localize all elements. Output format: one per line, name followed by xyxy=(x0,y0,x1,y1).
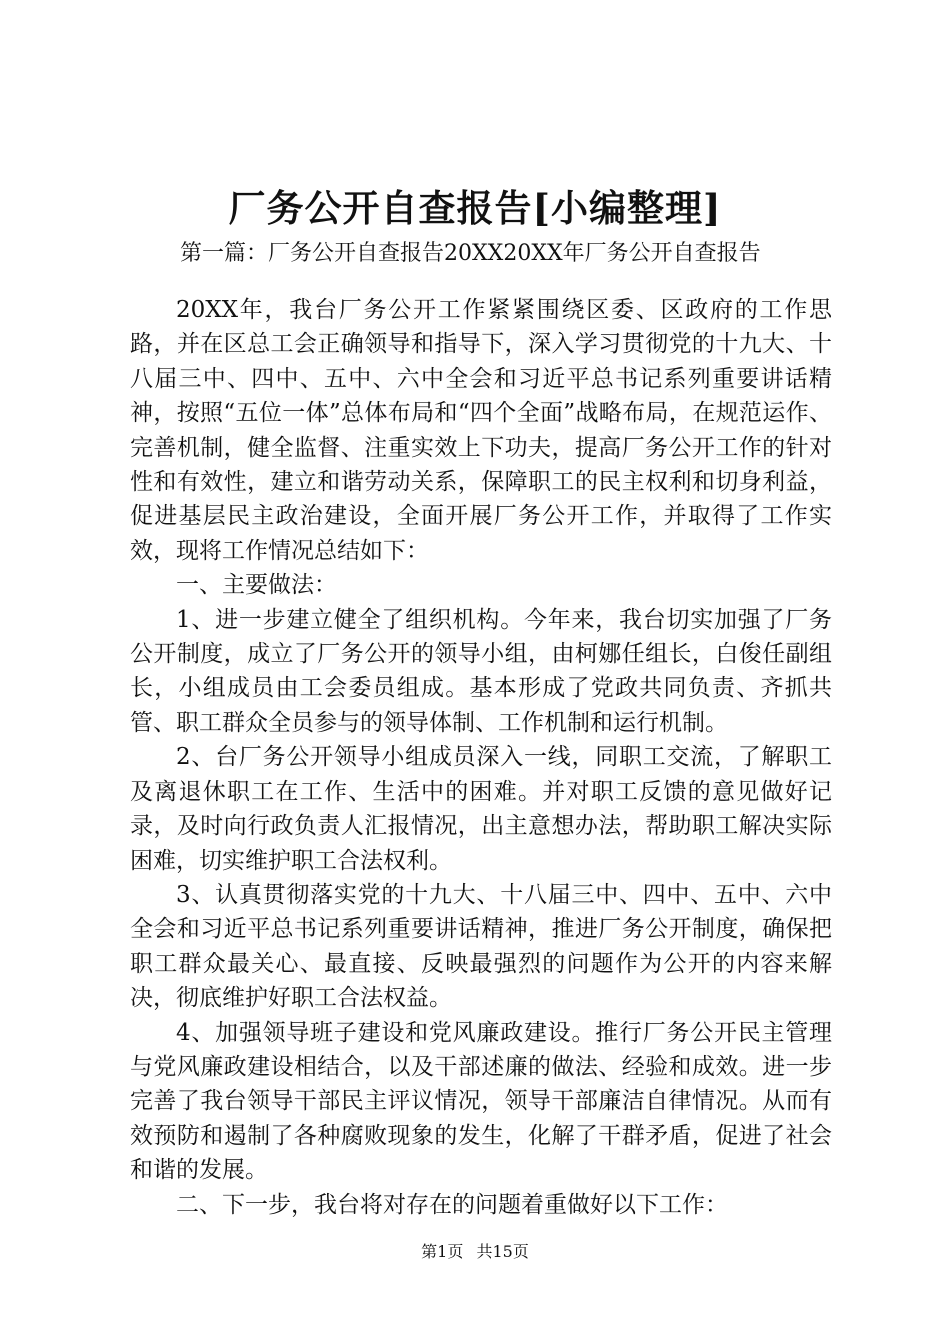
document-subtitle: 第一篇：厂务公开自查报告20XX20XX年厂务公开自查报告 xyxy=(180,241,761,266)
body-paragraph: 1、进一步建立健全了组织机构。今年来，我台切实加强了厂务公开制度，成立了厂务公开的领导小组，由柯娜任组长，白俊任副组长，小组成员由工会委员组成。基本形成了党政共同负责、齐抓共管、职工群众全员参与的领导体制、工作机制和运行机制。 xyxy=(130,606,832,736)
body-paragraph: 一、主要做法： xyxy=(176,572,337,599)
page-footer xyxy=(0,1240,950,1264)
page-total: 共15页 xyxy=(476,1242,529,1261)
document-title: 厂务公开自查报告[小编整理] xyxy=(228,186,722,230)
body-paragraph: 二、下一步，我台将对存在的问题着重做好以下工作： xyxy=(176,1191,728,1218)
page-number: 第1页 xyxy=(421,1242,464,1261)
document-body xyxy=(130,293,832,1222)
body-paragraph: 3、认真贯彻落实党的十九大、十八届三中、四中、五中、六中全会和习近平总书记系列重要讲话精神，推进厂务公开制度，确保把职工群众最关心、最直接、反映最强烈的问题作为公开的内容来解决，彻底维护好职工合法权益。 xyxy=(130,881,832,1012)
body-paragraph: 2、台厂务公开领导小组成员深入一线，同职工交流，了解职工及离退休职工在工作、生活中的困难。并对职工反馈的意见做好记录，及时向行政负责人汇报情况，出主意想办法，帮助职工解决实际困难，切实维护职工合法权利。 xyxy=(130,744,832,874)
body-paragraph: 4、加强领导班子建设和党风廉政建设。推行厂务公开民主管理与党风廉政建设相结合，以及干部述廉的做法、经验和成效。进一步完善了我台领导干部民主评议情况，领导干部廉洁自律情况。从而有效预防和遏制了各种腐败现象的发生，化解了干群矛盾，促进了社会和谐的发展。 xyxy=(130,1019,832,1184)
body-paragraph: 20XX年，我台厂务公开工作紧紧围绕区委、区政府的工作思路，并在区总工会正确领导和指导下，深入学习贯彻党的十九大、十八届三中、四中、五中、六中全会和习近平总书记系列重要讲话精神，按照“五位一体”总体布局和“四个全面”战略布局，在规范运作、完善机制，健全监督、注重实效上下功夫，提高厂务公开工作的针对性和有效性，建立和谐劳动关系，保障职工的民主权利和切身利益，促进基层民主政治建设，全面开展厂务公开工作，并取得了工作实效，现将工作情况总结如下： xyxy=(130,297,832,564)
